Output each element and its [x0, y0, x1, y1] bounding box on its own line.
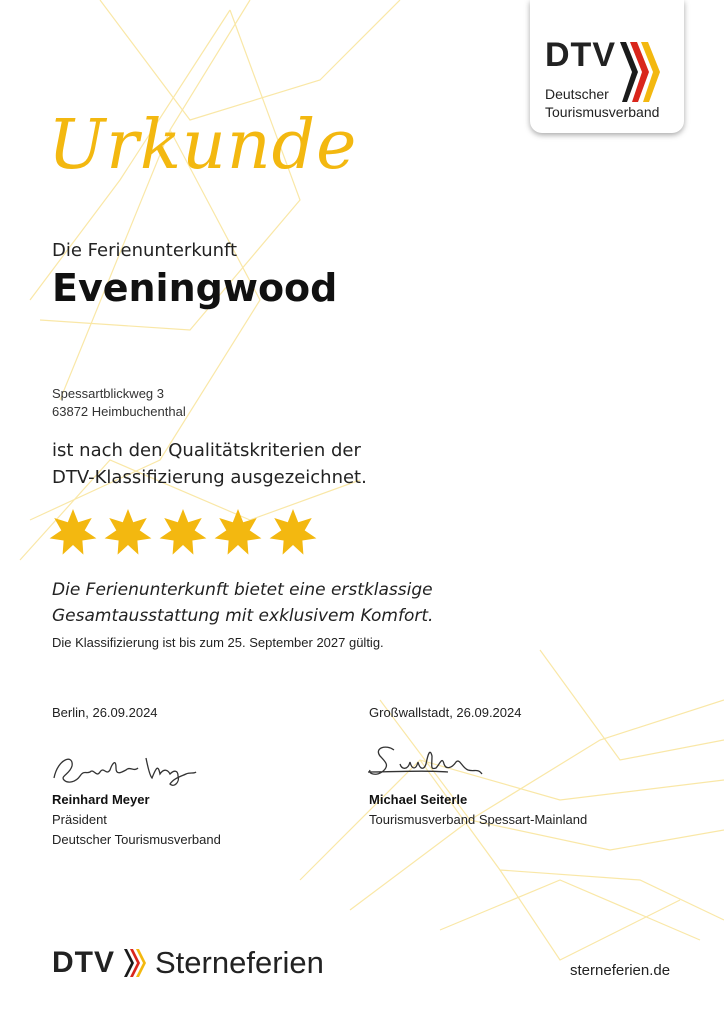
star-icon [48, 508, 98, 558]
signature-1-role: Präsident [52, 812, 107, 827]
signature-2-name: Michael Seiterle [369, 792, 468, 807]
quote-line-1: Die Ferienunterkunft bietet eine erstklassige [52, 580, 433, 600]
signature-1-org: Deutscher Tourismusverband [52, 832, 221, 847]
address-street: Spessartblickweg 3 [52, 386, 164, 401]
dtv-logo-text: DTV [545, 36, 616, 74]
star-rating [48, 508, 318, 558]
signature-1-handwriting [50, 748, 210, 792]
signature-1-name: Reinhard Meyer [52, 792, 150, 807]
quote-line-2: Gesamtausstattung mit exklusivem Komfort. [52, 606, 434, 626]
dtv-logo-card [530, 0, 684, 133]
signature-1-place-date: Berlin, 26.09.2024 [52, 705, 158, 720]
accommodation-name: Eveningwood [52, 266, 338, 310]
statement-line-2: DTV-Klassifizierung ausgezeichnet. [52, 467, 367, 488]
logo-line-2: Tourismusverband [545, 104, 660, 120]
website-text: sterneferien.de [570, 962, 671, 979]
star-icon [158, 508, 208, 558]
star-icon [213, 508, 263, 558]
star-icon [103, 508, 153, 558]
footer-dtv-text: DTV [52, 946, 115, 979]
chevron-stripes-icon [618, 40, 662, 104]
chevron-stripes-icon [123, 947, 149, 979]
address-city: 63872 Heimbuchenthal [52, 404, 186, 419]
signature-2-org: Tourismusverband Spessart-Mainland [369, 812, 588, 827]
statement-line-1: ist nach den Qualitätskriterien der [52, 440, 361, 461]
signature-2-place-date: Großwallstadt, 26.09.2024 [369, 705, 522, 720]
signature-2-handwriting [364, 740, 494, 784]
validity-text: Die Klassifizierung ist bis zum 25. September 2027 gültig. [52, 635, 384, 650]
footer-logo [52, 945, 324, 981]
certificate-title: Urkunde [48, 106, 358, 185]
footer-brand-text: Sterneferien [155, 945, 324, 980]
star-icon [268, 508, 318, 558]
logo-line-1: Deutscher [545, 86, 609, 102]
lead-text: Die Ferienunterkunft [52, 240, 238, 261]
